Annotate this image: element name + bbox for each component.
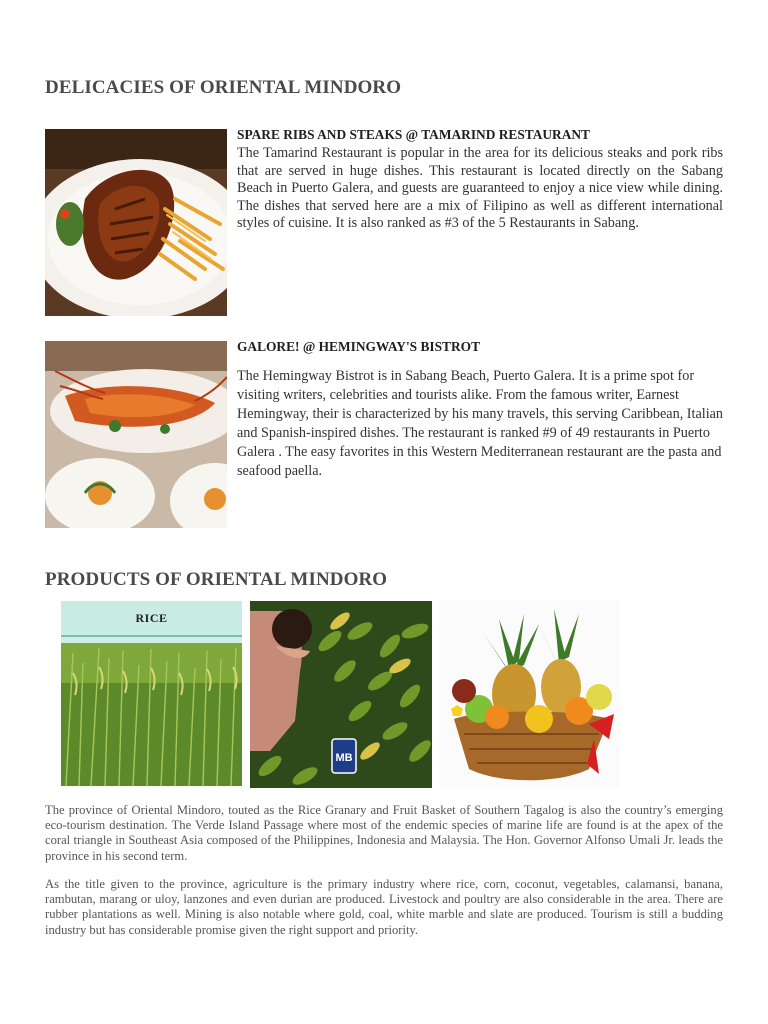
delicacies-heading: DELICACIES OF ORIENTAL MINDORO	[45, 77, 402, 98]
fruit-basket-photo	[439, 599, 620, 787]
rice-photo	[61, 601, 242, 786]
item-title: SPARE RIBS AND STEAKS @ TAMARIND RESTAURANT	[237, 127, 590, 142]
agriculture-paragraph: As the title given to the province, agriculture is the primary industry where rice, corn, coconut, vegetables, calamansi, banana, rambutan, marang or uloy, lanzones and even durian are produced. Livestock and poultry are also considerable in the area. There are rubber plantations as well. Mining is also notable where gold, coal, white marble and slate are produced. Tourism is still a budding industry but has considerable promise given the right support and priority.	[45, 877, 723, 937]
hemingway-dish-photo	[45, 341, 227, 528]
item-description: The Hemingway Bistrot is in Sabang Beach, Puerto Galera. It is a prime spot for visiting writers, celebrities and tourists alike. From the famous writer, Earnest Hemingway, their is characterized by his many travels, this serving Caribbean, Italian and Spanish-inspired dishes. The restaurant is ranked #9 of 49 restaurants in Puerto Galera . The easy favorites in this Western Mediterranean restaurant are the pasta and seafood paella.	[237, 368, 724, 480]
banana-photo	[250, 601, 432, 788]
province-paragraph: The province of Oriental Mindoro, touted as the Rice Granary and Fruit Basket of Southern Tagalog is also the country’s emerging eco-tourism destination. The Verde Island Passage where most of the endemic species of marine life are found is at the apex of the coral triangle in Southeast Asia composed of the Philippines, Indonesia and Malaysia. The Hon. Governor Alfonso Umali Jr. leads the province in his second term.	[45, 803, 723, 863]
item-title: GALORE! @ HEMINGWAY'S BISTROT	[237, 339, 480, 354]
mb-badge: MB	[335, 752, 353, 764]
item-description: The Tamarind Restaurant is popular in the area for its delicious steaks and pork ribs that are served in huge dishes. This restaurant is located directly on the Sabang Beach in Puerto Galera, and guests are guaranteed to enjoy a nice view while dining. The dishes that served here are a mix of Filipino as well as different international styles of cuisine. It is also ranked as #3 of the 5 Restaurants in Sabang.	[237, 145, 723, 232]
products-heading: PRODUCTS OF ORIENTAL MINDORO	[45, 569, 388, 590]
spare-ribs-photo	[45, 129, 227, 316]
rice-label: RICE	[135, 610, 168, 625]
